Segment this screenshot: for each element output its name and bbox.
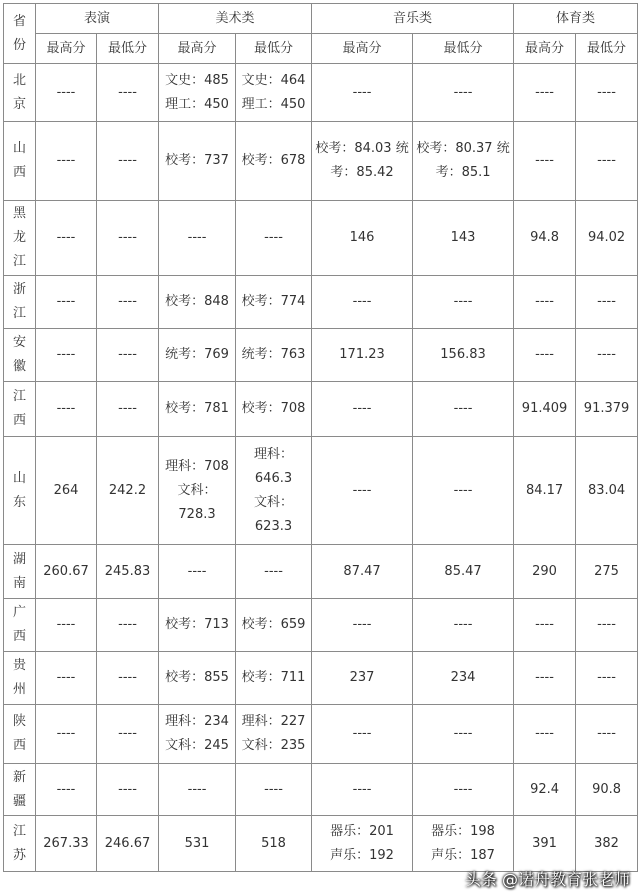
score-value: ---- xyxy=(453,617,473,632)
score-value: 87.47 xyxy=(343,563,381,579)
table-row xyxy=(4,705,638,764)
score-cell xyxy=(97,329,159,382)
score-cell xyxy=(159,764,236,816)
province-cell xyxy=(4,816,36,872)
score-value: 94.8 xyxy=(530,230,560,245)
province-cell xyxy=(4,276,36,329)
score-cell xyxy=(514,599,576,652)
group-header-fine-arts: 美术类 xyxy=(159,4,312,34)
score-cell xyxy=(413,201,514,276)
province-cell xyxy=(4,652,36,705)
score-cell xyxy=(236,816,312,872)
score-value: 声乐：187 xyxy=(431,847,495,863)
score-cell xyxy=(514,545,576,599)
score-cell xyxy=(576,545,638,599)
sub-header-max: 最高分 xyxy=(514,34,576,64)
score-value: 校考：737 xyxy=(165,153,229,168)
table-row xyxy=(4,437,638,545)
score-cell xyxy=(97,705,159,764)
score-cell xyxy=(159,122,236,201)
score-cell xyxy=(159,201,236,276)
score-value: 校考：678 xyxy=(241,153,306,168)
score-value: 143 xyxy=(450,230,476,245)
score-value: ---- xyxy=(453,84,473,100)
province-cell xyxy=(4,329,36,382)
score-cell xyxy=(236,652,312,705)
score-cell xyxy=(312,329,413,382)
table-row xyxy=(4,201,638,276)
score-value: ---- xyxy=(56,670,76,685)
score-cell xyxy=(97,276,159,329)
admission-score-table xyxy=(3,3,638,872)
table-row xyxy=(4,599,638,652)
province-name: 北京 xyxy=(12,72,26,112)
score-value: ---- xyxy=(264,563,283,579)
score-value: ---- xyxy=(187,230,207,245)
score-cell xyxy=(312,276,413,329)
score-value: ---- xyxy=(56,84,76,100)
score-value: ---- xyxy=(597,670,616,685)
province-cell xyxy=(4,122,36,201)
score-cell xyxy=(312,64,413,122)
score-cell xyxy=(514,816,576,872)
score-value: ---- xyxy=(56,294,76,309)
score-value: 理科：234 xyxy=(165,714,229,729)
header-group-row xyxy=(4,4,638,34)
score-cell xyxy=(36,652,97,705)
header-sub-row xyxy=(4,34,638,64)
province-name: 山西 xyxy=(12,141,26,180)
score-cell xyxy=(514,382,576,437)
score-value: 校考：80.37 统考：85.1 xyxy=(416,141,510,180)
score-cell xyxy=(514,764,576,816)
score-value: ---- xyxy=(535,294,554,309)
score-value: ---- xyxy=(535,726,554,741)
province-name: 广西 xyxy=(12,605,26,644)
score-cell xyxy=(159,816,236,872)
score-value: ---- xyxy=(118,726,137,741)
score-value: 146 xyxy=(349,230,375,245)
score-value: 器乐：201 xyxy=(330,823,394,839)
score-value: ---- xyxy=(597,726,616,741)
province-cell xyxy=(4,64,36,122)
score-value: 234 xyxy=(450,670,476,685)
score-cell xyxy=(413,437,514,545)
score-cell xyxy=(236,329,312,382)
sub-header-min: 最低分 xyxy=(97,34,159,64)
score-cell xyxy=(159,382,236,437)
score-value: ---- xyxy=(453,781,473,797)
score-cell xyxy=(97,652,159,705)
sub-header-max: 最高分 xyxy=(312,34,413,64)
score-cell xyxy=(97,382,159,437)
score-cell xyxy=(159,599,236,652)
score-value: ---- xyxy=(535,84,554,100)
score-cell xyxy=(36,599,97,652)
score-cell xyxy=(236,545,312,599)
score-value: 85.47 xyxy=(444,563,482,579)
score-value: ---- xyxy=(535,153,554,168)
score-value: 391 xyxy=(532,835,557,851)
table-body xyxy=(4,64,638,872)
score-value: 文科：728.3 xyxy=(177,482,217,522)
score-value: 器乐：198 xyxy=(431,823,495,839)
score-cell xyxy=(159,437,236,545)
score-value: ---- xyxy=(597,153,616,168)
sub-header-min: 最低分 xyxy=(236,34,312,64)
score-cell xyxy=(576,122,638,201)
score-cell xyxy=(236,599,312,652)
table-row xyxy=(4,122,638,201)
province-cell xyxy=(4,382,36,437)
score-value: 237 xyxy=(349,670,375,685)
group-header-performance: 表演 xyxy=(36,4,159,34)
score-cell xyxy=(413,329,514,382)
sub-header-max: 最高分 xyxy=(36,34,97,64)
province-name: 陕西 xyxy=(12,714,26,753)
score-value: ---- xyxy=(453,401,473,416)
group-header-sports: 体育类 xyxy=(514,4,638,34)
score-cell xyxy=(413,122,514,201)
score-value: 理科：227 xyxy=(241,714,306,729)
province-cell xyxy=(4,201,36,276)
score-value: ---- xyxy=(56,347,76,362)
score-value: ---- xyxy=(597,347,616,362)
score-value: 校考：659 xyxy=(241,617,306,632)
score-cell xyxy=(159,545,236,599)
score-cell xyxy=(312,382,413,437)
province-name: 黑龙江 xyxy=(12,206,26,269)
score-value: 267.33 xyxy=(43,835,89,851)
score-value: 校考：855 xyxy=(165,670,229,685)
score-value: 理工：450 xyxy=(165,96,229,112)
watermark: 头条 @诺舟教育张老师 xyxy=(464,870,630,889)
score-cell xyxy=(97,545,159,599)
score-value: ---- xyxy=(352,401,372,416)
sub-header-max: 最高分 xyxy=(159,34,236,64)
score-cell xyxy=(159,276,236,329)
score-value: ---- xyxy=(352,482,372,498)
score-cell xyxy=(36,764,97,816)
province-name: 江西 xyxy=(12,389,26,428)
score-value: 290 xyxy=(532,563,557,579)
score-cell xyxy=(312,122,413,201)
province-cell xyxy=(4,764,36,816)
score-value: 246.67 xyxy=(104,835,151,851)
score-value: 理科：646.3 xyxy=(254,446,294,486)
score-cell xyxy=(576,764,638,816)
score-value: 文科：623.3 xyxy=(254,494,294,534)
score-value: 理科：708 xyxy=(165,458,229,474)
score-cell xyxy=(36,122,97,201)
score-value: 声乐：192 xyxy=(330,847,394,863)
group-header-music: 音乐类 xyxy=(312,4,514,34)
score-cell xyxy=(36,705,97,764)
score-cell xyxy=(312,545,413,599)
score-value: ---- xyxy=(453,726,473,741)
score-cell xyxy=(312,201,413,276)
score-value: 94.02 xyxy=(587,230,626,245)
score-cell xyxy=(236,764,312,816)
score-cell xyxy=(413,652,514,705)
score-cell xyxy=(413,64,514,122)
score-value: ---- xyxy=(56,781,76,797)
score-value: ---- xyxy=(56,153,76,168)
score-cell xyxy=(514,705,576,764)
score-value: ---- xyxy=(535,670,554,685)
score-cell xyxy=(36,545,97,599)
score-cell xyxy=(576,329,638,382)
score-value: 260.67 xyxy=(43,563,89,579)
score-cell xyxy=(312,599,413,652)
score-value: ---- xyxy=(118,781,137,797)
score-cell xyxy=(236,122,312,201)
table-row xyxy=(4,382,638,437)
province-cell xyxy=(4,437,36,545)
score-value: ---- xyxy=(352,617,372,632)
score-value: 校考：774 xyxy=(241,294,306,309)
score-value: 91.409 xyxy=(521,401,568,416)
table-row xyxy=(4,329,638,382)
score-value: 文史：485 xyxy=(165,72,229,88)
score-cell xyxy=(576,816,638,872)
score-value: 校考：848 xyxy=(165,294,229,309)
score-cell xyxy=(36,437,97,545)
score-value: 245.83 xyxy=(104,563,151,579)
score-cell xyxy=(576,599,638,652)
score-cell xyxy=(576,64,638,122)
score-cell xyxy=(514,437,576,545)
province-cell xyxy=(4,545,36,599)
score-cell xyxy=(514,652,576,705)
table-row xyxy=(4,764,638,816)
score-value: ---- xyxy=(56,401,76,416)
score-cell xyxy=(576,437,638,545)
province-name: 贵州 xyxy=(12,658,26,697)
score-value: ---- xyxy=(118,670,137,685)
score-value: 92.4 xyxy=(530,781,560,797)
score-cell xyxy=(36,201,97,276)
province-name: 安徽 xyxy=(12,335,26,374)
score-value: ---- xyxy=(187,563,207,579)
score-cell xyxy=(514,201,576,276)
score-cell xyxy=(413,764,514,816)
score-value: ---- xyxy=(453,294,473,309)
score-cell xyxy=(236,437,312,545)
score-value: ---- xyxy=(597,617,616,632)
province-name: 江苏 xyxy=(12,823,26,863)
score-cell xyxy=(36,382,97,437)
score-value: 文科：245 xyxy=(165,738,229,753)
score-value: ---- xyxy=(118,617,137,632)
province-name: 浙江 xyxy=(12,282,26,321)
score-cell xyxy=(236,201,312,276)
province-name: 湖南 xyxy=(12,551,26,591)
score-cell xyxy=(36,276,97,329)
province-cell xyxy=(4,705,36,764)
score-value: ---- xyxy=(352,84,372,100)
province-cell xyxy=(4,599,36,652)
score-cell xyxy=(576,705,638,764)
score-cell xyxy=(576,652,638,705)
score-value: 校考：84.03 统考：85.42 xyxy=(315,141,409,180)
score-value: ---- xyxy=(264,230,283,245)
score-cell xyxy=(413,816,514,872)
score-cell xyxy=(36,329,97,382)
score-cell xyxy=(236,705,312,764)
score-value: ---- xyxy=(535,617,554,632)
score-value: ---- xyxy=(597,84,616,100)
score-cell xyxy=(576,382,638,437)
score-cell xyxy=(236,64,312,122)
sub-header-min: 最低分 xyxy=(576,34,638,64)
score-cell xyxy=(312,764,413,816)
score-value: ---- xyxy=(264,781,283,797)
score-cell xyxy=(312,437,413,545)
score-value: 242.2 xyxy=(108,482,147,498)
score-cell xyxy=(514,64,576,122)
score-cell xyxy=(413,545,514,599)
score-cell xyxy=(576,276,638,329)
score-cell xyxy=(576,201,638,276)
score-value: 84.17 xyxy=(525,482,564,498)
score-cell xyxy=(413,705,514,764)
score-cell xyxy=(97,437,159,545)
score-value: 校考：781 xyxy=(165,401,229,416)
table-row xyxy=(4,652,638,705)
score-value: ---- xyxy=(187,781,207,797)
score-value: ---- xyxy=(352,726,372,741)
score-cell xyxy=(312,705,413,764)
score-value: 文科：235 xyxy=(241,738,306,753)
sub-header-min: 最低分 xyxy=(413,34,514,64)
score-value: 90.8 xyxy=(592,781,622,797)
score-value: 校考：711 xyxy=(241,670,306,685)
score-value: ---- xyxy=(118,153,137,168)
score-cell xyxy=(97,816,159,872)
score-value: 文史：464 xyxy=(241,72,306,88)
score-value: ---- xyxy=(56,617,76,632)
score-cell xyxy=(97,764,159,816)
score-value: 83.04 xyxy=(587,482,626,498)
score-value: 统考：763 xyxy=(241,347,306,362)
score-cell xyxy=(159,705,236,764)
score-value: 171.23 xyxy=(339,347,385,362)
score-cell xyxy=(159,64,236,122)
score-value: ---- xyxy=(118,401,137,416)
score-cell xyxy=(413,382,514,437)
score-value: 统考：769 xyxy=(165,347,229,362)
score-value: 275 xyxy=(594,563,619,579)
score-cell xyxy=(97,122,159,201)
score-cell xyxy=(312,816,413,872)
score-value: 531 xyxy=(184,835,210,851)
score-value: ---- xyxy=(118,347,137,362)
table-row xyxy=(4,64,638,122)
score-value: ---- xyxy=(118,84,137,100)
score-value: ---- xyxy=(118,230,137,245)
score-cell xyxy=(97,64,159,122)
score-value: ---- xyxy=(118,294,137,309)
province-name: 山东 xyxy=(12,470,26,510)
score-value: 校考：713 xyxy=(165,617,229,632)
score-value: ---- xyxy=(56,726,76,741)
score-cell xyxy=(312,652,413,705)
province-name: 新疆 xyxy=(12,769,26,809)
score-cell xyxy=(514,276,576,329)
score-cell xyxy=(97,201,159,276)
score-cell xyxy=(97,599,159,652)
score-value: ---- xyxy=(597,294,616,309)
score-cell xyxy=(159,329,236,382)
score-cell xyxy=(413,276,514,329)
score-value: 理工：450 xyxy=(241,96,306,112)
score-value: ---- xyxy=(56,230,76,245)
score-value: 校考：708 xyxy=(241,401,306,416)
score-value: 91.379 xyxy=(583,401,630,416)
score-value: ---- xyxy=(352,294,372,309)
province-header: 省份 xyxy=(4,4,36,64)
table-row xyxy=(4,545,638,599)
table-row xyxy=(4,276,638,329)
score-cell xyxy=(514,122,576,201)
score-value: 264 xyxy=(53,482,79,498)
score-value: 518 xyxy=(261,835,286,851)
score-cell xyxy=(413,599,514,652)
score-cell xyxy=(236,276,312,329)
score-value: ---- xyxy=(535,347,554,362)
table-row xyxy=(4,816,638,872)
score-cell xyxy=(514,329,576,382)
score-value: ---- xyxy=(352,781,372,797)
score-value: 382 xyxy=(594,835,619,851)
score-cell xyxy=(236,382,312,437)
score-cell xyxy=(36,64,97,122)
score-value: ---- xyxy=(453,482,473,498)
score-cell xyxy=(159,652,236,705)
score-cell xyxy=(36,816,97,872)
score-value: 156.83 xyxy=(440,347,486,362)
